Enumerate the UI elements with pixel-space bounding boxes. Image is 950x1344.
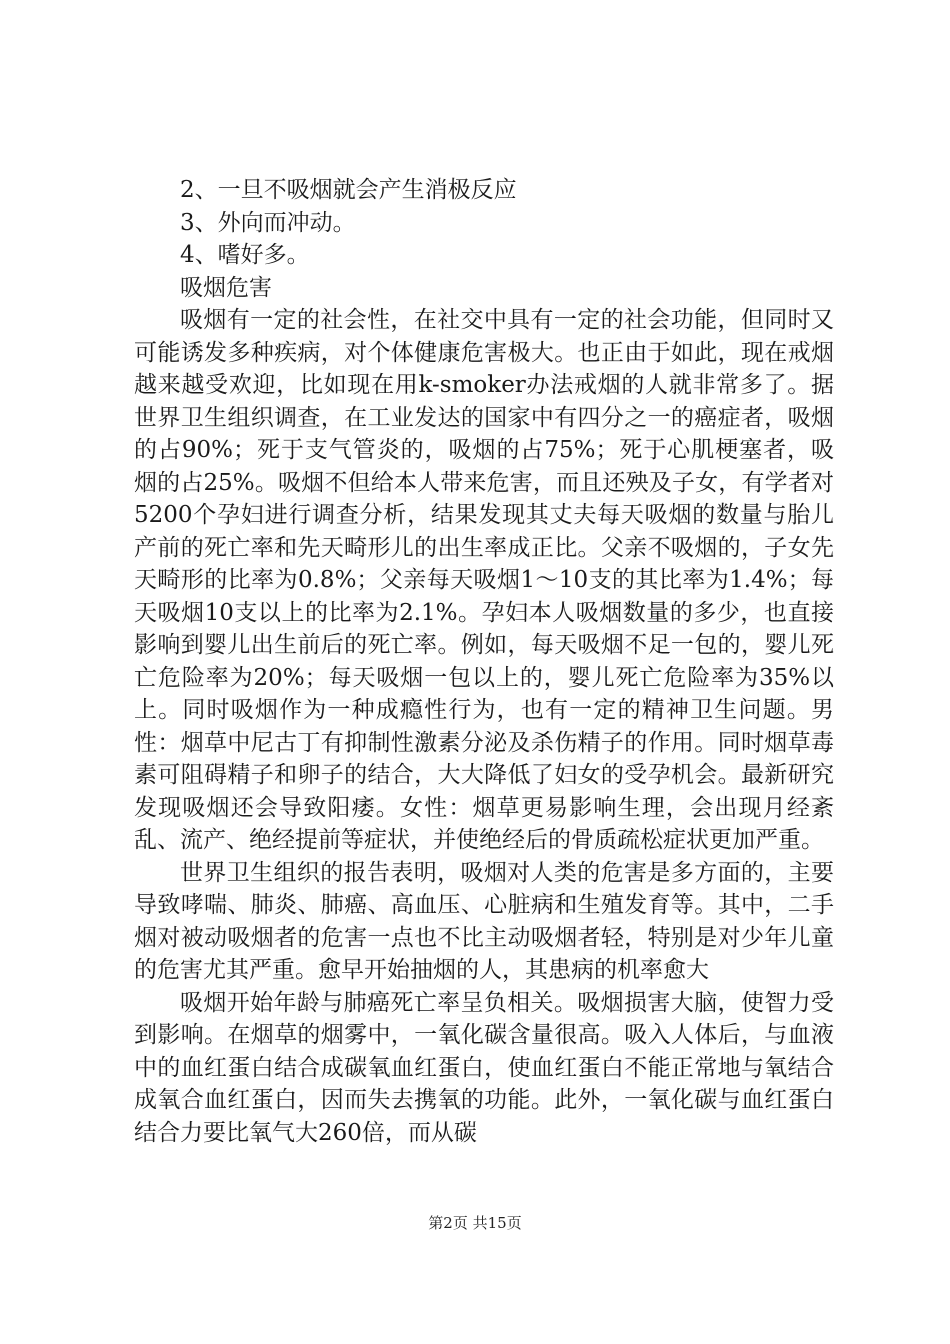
list-item: 2、一旦不吸烟就会产生消极反应 (180, 177, 517, 203)
paragraph: 世界卫生组织的报告表明，吸烟对人类的危害是多方面的，主要导致哮喘、肺炎、肺癌、高血压、心脏病和生殖发育等。其中，二手烟对被动吸烟者的危害一点也不比主动吸烟者轻，特别是对少年儿童的危害尤其严重。愈早开始抽烟的人，其患病的机率愈大 (134, 859, 834, 983)
list-item: 4、嗜好多。 (180, 242, 310, 268)
document-body (134, 174, 834, 1149)
paragraph: 吸烟开始年龄与肺癌死亡率呈负相关。吸烟损害大脑，使智力受到影响。在烟草的烟雾中，一氧化碳含量很高。吸入人体后，与血液中的血红蛋白结合成碳氧血红蛋白，使血红蛋白不能正常地与氧结合成氧合血红蛋白，因而失去携氧的功能。此外，一氧化碳与血红蛋白结合力要比氧气大260倍，而从碳 (134, 989, 834, 1146)
list-item: 3、外向而冲动。 (180, 209, 356, 236)
section-heading: 吸烟危害 (180, 274, 272, 301)
paragraph: 吸烟有一定的社会性，在社交中具有一定的社会功能，但同时又可能诱发多种疾病，对个体健康危害极大。也正由于如此，现在戒烟越来越受欢迎，比如现在用k-smoker办法戒烟的人就非常多了。据世界卫生组织调查，在工业发达的国家中有四分之一的癌症者，吸烟的占90%；死于支气管炎的，吸烟的占75%；死于心肌梗塞者，吸烟的占25%。吸烟不但给本人带来危害，而且还殃及子女，有学者对5200个孕妇进行调查分析，结果发现其丈夫每天吸烟的数量与胎儿产前的死亡率和先天畸形儿的出生率成正比。父亲不吸烟的，子女先天畸形的比率为0.8%；父亲每天吸烟1～10支的其比率为1.4%；每天吸烟10支以上的比率为2.1%。孕妇本人吸烟数量的多少，也直接影响到婴儿出生前后的死亡率。例如，每天吸烟不足一包的，婴儿死亡危险率为20%；每天吸烟一包以上的，婴儿死亡危险率为35%以上。同时吸烟作为一种成瘾性行为，也有一定的精神卫生问题。男性：烟草中尼古丁有抑制性激素分泌及杀伤精子的作用。同时烟草毒素可阻碍精子和卵子的结合，大大降低了妇女的受孕机会。最新研究发现吸烟还会导致阳痿。女性：烟草更易影响生理，会出现月经紊乱、流产、绝经提前等症状，并使绝经后的骨质疏松症状更加严重。 (134, 307, 834, 853)
page-number-footer: 第2页 共15页 (428, 1214, 522, 1232)
